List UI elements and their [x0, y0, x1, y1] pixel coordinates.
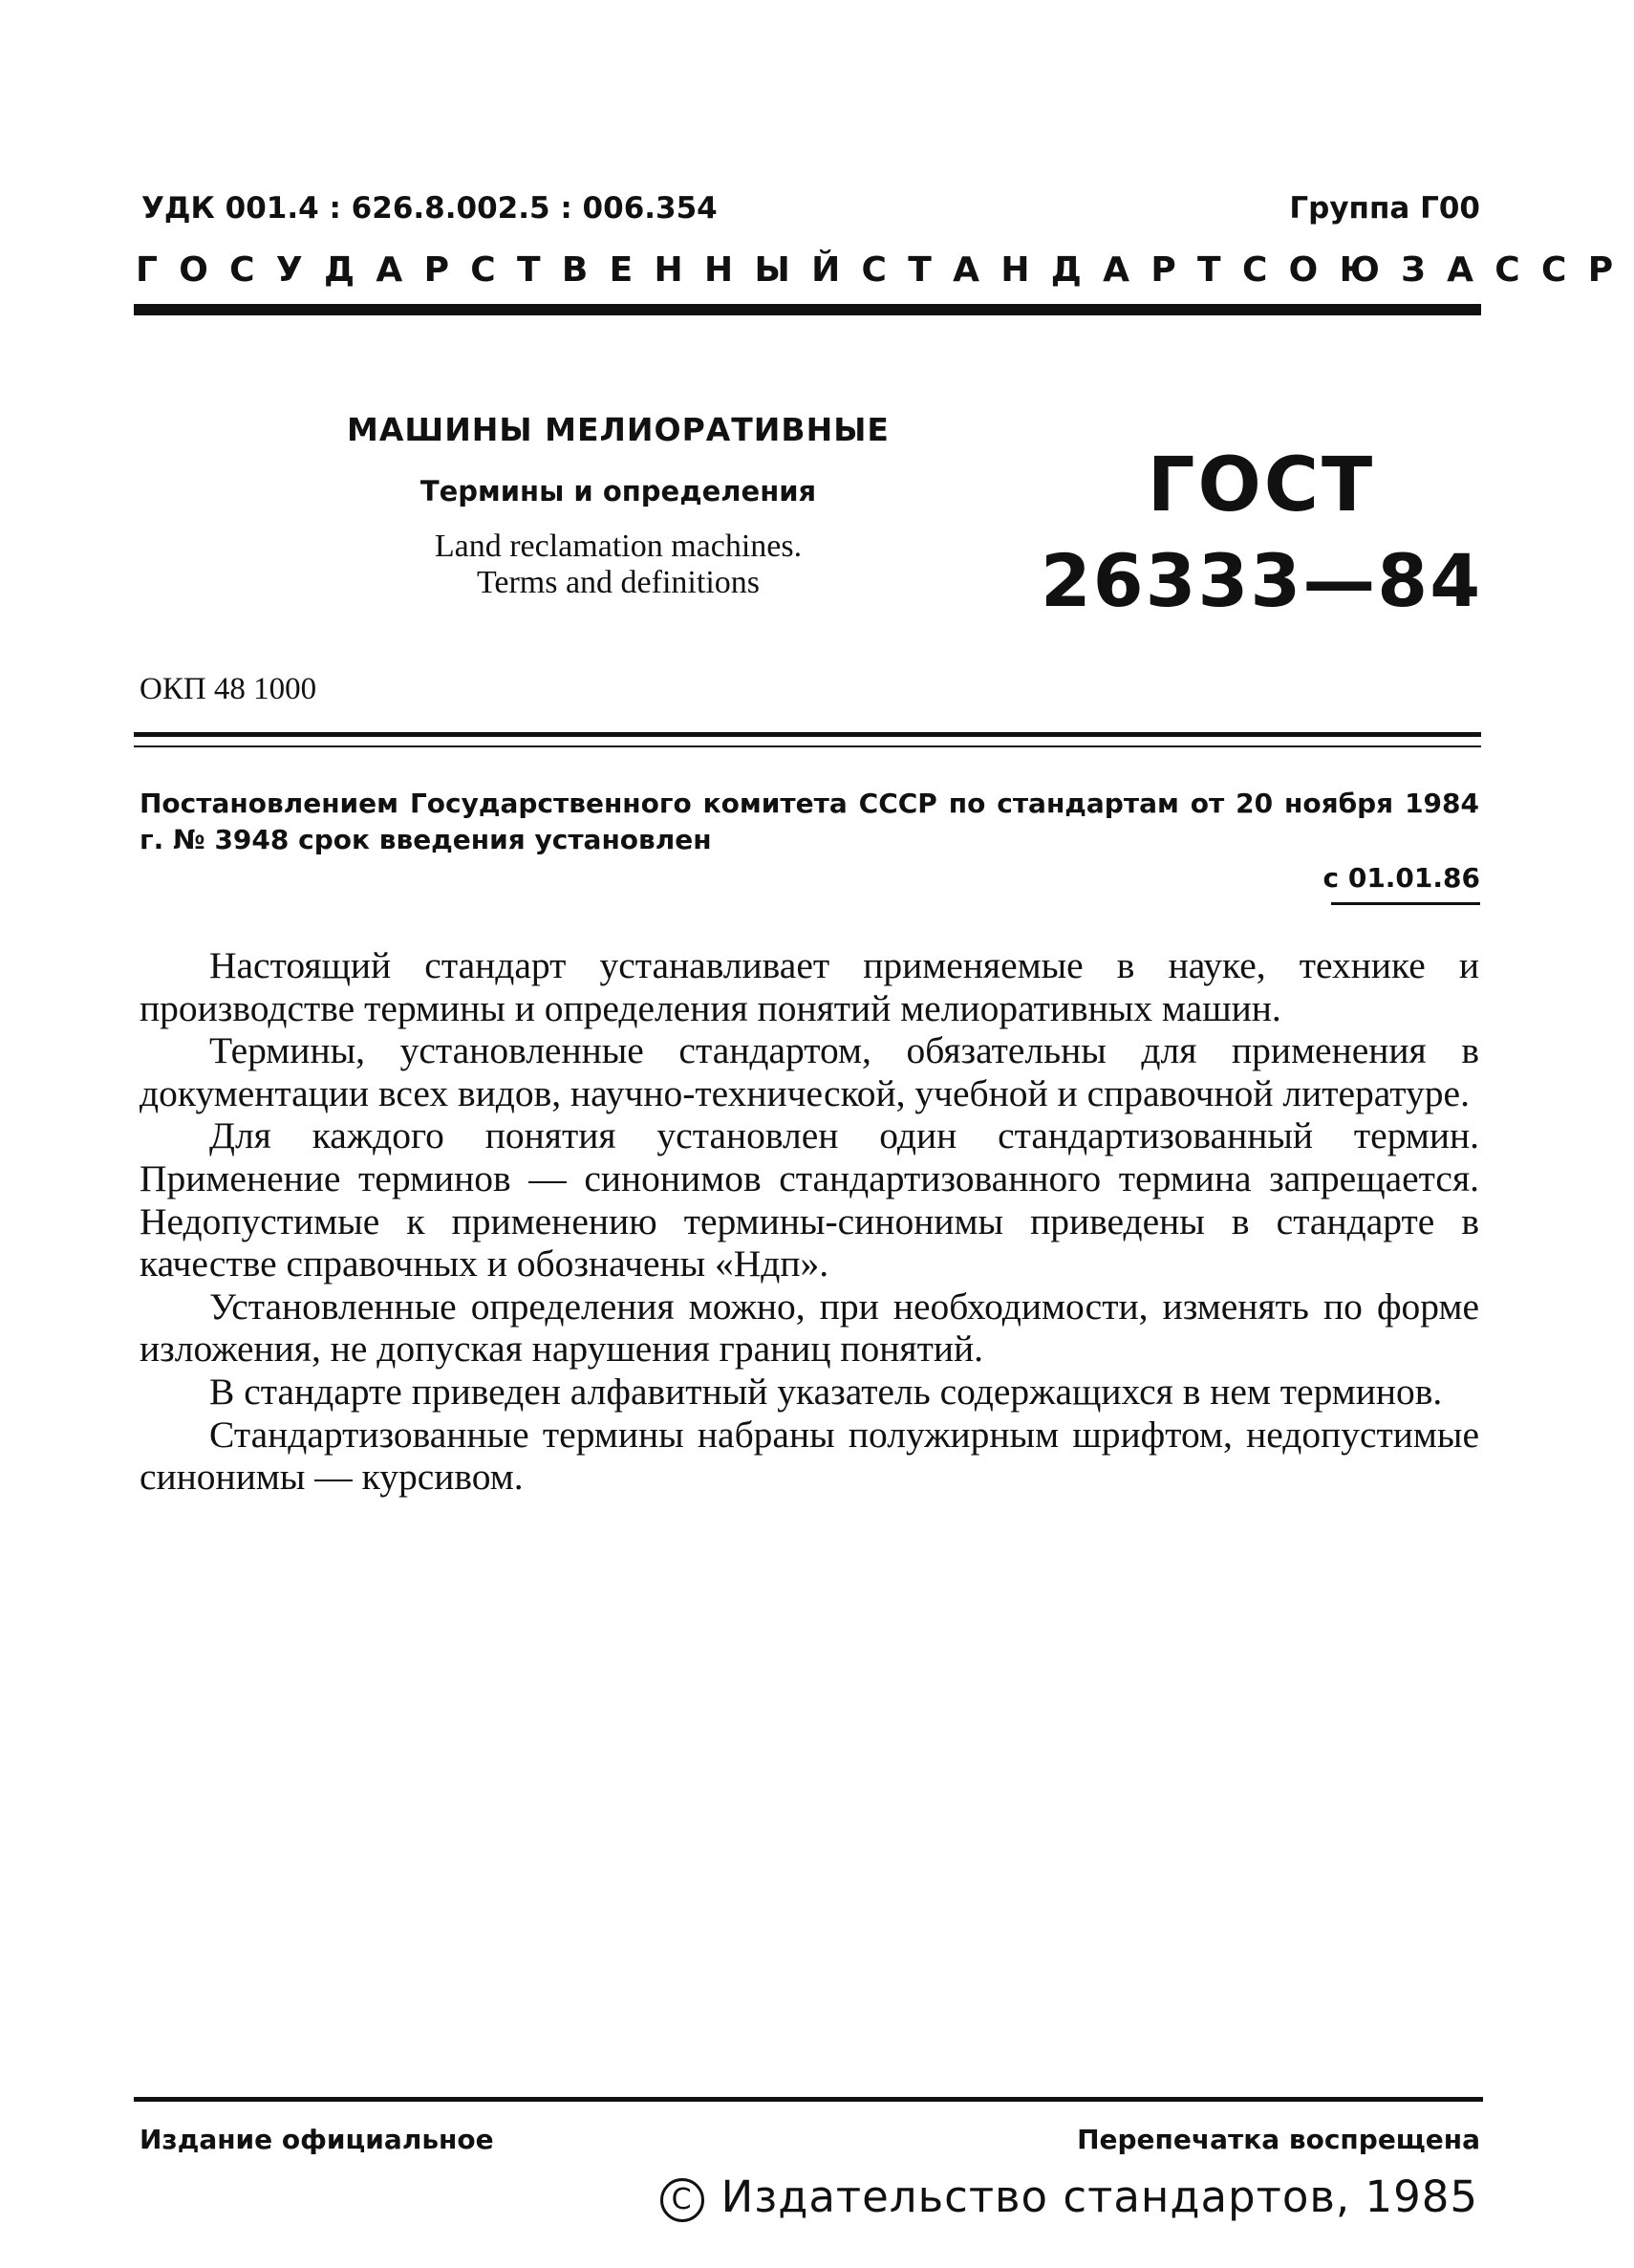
udc-code: УДК 001.4 : 626.8.002.5 : 006.354: [141, 191, 718, 226]
header-rule: [134, 304, 1481, 315]
english-title: [308, 529, 929, 601]
banner-word: СТАНДАРТ: [861, 250, 1242, 290]
effective-date: с 01.01.86: [1322, 862, 1480, 894]
paragraph: Установленные определения можно, при необходимости, изменять по форме изложения, не допуская нарушения границ понятий.: [140, 1285, 1479, 1371]
okp-code: ОКП 48 1000: [140, 672, 317, 706]
gost-designation: [1032, 444, 1491, 622]
banner-word: ССР: [1494, 250, 1634, 290]
paragraph: Стандартизованные термины набраны полужирным шрифтом, недопустимые синонимы — курсивом.: [140, 1413, 1479, 1499]
reprint-note: Перепечатка воспрещена: [1077, 2124, 1480, 2155]
paragraph: Настоящий стандарт устанавливает применяемые в науке, технике и производстве термины и определения понятий мелиоративных машин.: [140, 944, 1479, 1029]
effective-date-underline: [1331, 902, 1480, 905]
title-block: [308, 411, 929, 601]
gost-number: 26333—84: [1040, 538, 1483, 623]
paragraph: Термины, установленные стандартом, обязательны для применения в документации всех видов, научно-технической, учебной и справочной литературе.: [140, 1029, 1479, 1114]
decree-text: Постановлением Государственного комитета СССР по стандартам от 20 ноября 1984 г. № 3948 срок введения установлен: [140, 788, 1479, 855]
body-text: [140, 944, 1479, 1499]
state-standard-banner: [136, 250, 1634, 290]
section-rule: [134, 732, 1481, 737]
footer-rule: [134, 2097, 1483, 2102]
gost-label: ГОСТ: [1147, 443, 1376, 529]
publisher-line: [660, 2171, 1478, 2222]
group-code: Группа Г00: [1289, 191, 1480, 226]
english-title-line: Terms and definitions: [476, 565, 760, 600]
banner-word: ГОСУДАРСТВЕННЫЙ: [136, 250, 862, 290]
english-title-line: Land reclamation machines.: [434, 529, 803, 564]
banner-word: СОЮЗА: [1241, 250, 1495, 290]
section-rule-thin: [134, 745, 1481, 747]
paragraph: Для каждого понятия установлен один стандартизованный термин. Применение терминов — синонимов стандартизованного термина запрещается. Недопустимые к применению термины-синонимы приведены в стандарте в качестве справочных и обозначены «Ндп».: [140, 1114, 1479, 1285]
document-subtitle: Термины и определения: [419, 475, 817, 508]
copyright-icon: C: [660, 2178, 704, 2222]
paragraph: В стандарте приведен алфавитный указатель содержащихся в нем терминов.: [209, 1370, 1443, 1413]
edition-note: Издание официальное: [140, 2124, 494, 2155]
document-title: МАШИНЫ МЕЛИОРАТИВНЫЕ: [347, 411, 890, 448]
publisher-name: Издательство стандартов, 1985: [720, 2171, 1478, 2222]
